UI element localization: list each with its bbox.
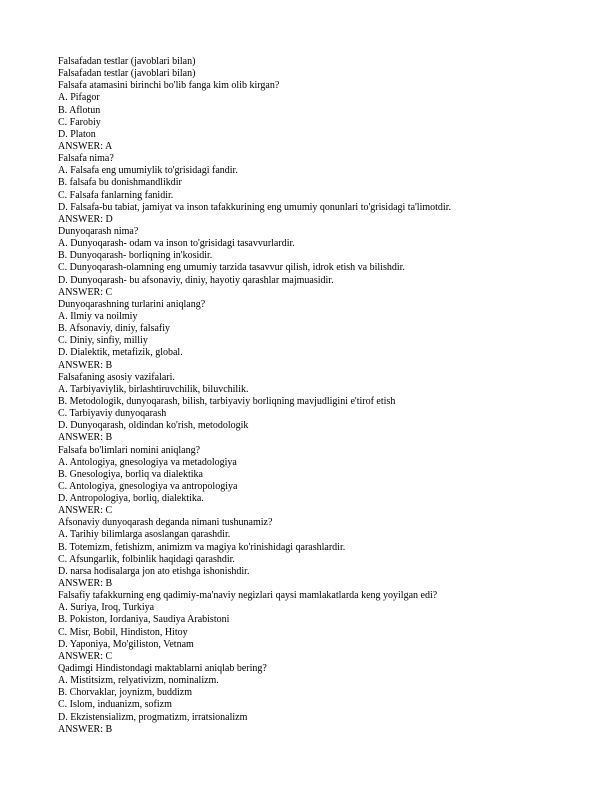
question-line: Falsafaning asosiy vazifalari. bbox=[58, 371, 175, 383]
answer-line: ANSWER: B bbox=[58, 432, 113, 444]
option-line: C. Misr, Bobil, Hindiston, Hitoy bbox=[58, 626, 188, 638]
option-line: C. Tarbiyaviy dunyoqarash bbox=[58, 408, 167, 420]
option-line: D. Dunyoqarash, oldindan ko'rish, metodologik bbox=[58, 420, 249, 432]
option-line: A. Dunyoqarash- odam va inson to'grisidagi tasavvurlardir. bbox=[58, 238, 295, 250]
question-line: Dunyoqarashning turlarini aniqlang? bbox=[58, 298, 206, 310]
answer-line: ANSWER: C bbox=[58, 650, 113, 662]
option-line: C. Falsafa fanlarning fanidir. bbox=[58, 189, 174, 201]
option-line: B. Gnesologiya, borliq va dialektika bbox=[58, 468, 203, 480]
option-line: A. Mistitsizm, relyativizm, nominalizm. bbox=[58, 675, 219, 687]
option-line: C. Islom, induanizm, sofizm bbox=[58, 699, 172, 711]
option-line: A. Pifagor bbox=[58, 92, 100, 104]
answer-line: ANSWER: D bbox=[58, 213, 113, 225]
option-line: D. Falsafa-bu tabiat, jamiyat va inson tafakkurining eng umumiy qonunlari to'grisidagi ta'limotdir. bbox=[58, 201, 451, 213]
document-text bbox=[58, 56, 578, 736]
answer-line: ANSWER: B bbox=[58, 359, 113, 371]
option-line: A. Ilmiy va noilmiy bbox=[58, 310, 138, 322]
option-line: A. Tarihiy bilimlarga asoslangan qarashdir. bbox=[58, 529, 231, 541]
option-line: B. Chorvaklar, joynizm, buddizm bbox=[58, 687, 193, 699]
option-line: C. Diniy, sinfiy, milliy bbox=[58, 335, 148, 347]
option-line: B. Dunyoqarash- borliqning in'kosidir. bbox=[58, 250, 213, 262]
option-line: C. Farobiy bbox=[58, 116, 101, 128]
document-title: Falsafadan testlar (javoblari bilan) bbox=[58, 68, 196, 80]
question-line: Dunyoqarash nima? bbox=[58, 225, 139, 237]
answer-line: ANSWER: A bbox=[58, 140, 113, 152]
question-line: Falsafa atamasini birinchi bo'lib fanga kim olib kirgan? bbox=[58, 80, 280, 92]
question-line: Falsafiy tafakkurning eng qadimiy-ma'naviy negizlari qaysi mamlakatlarda keng yoyilgan edi? bbox=[58, 590, 438, 602]
option-line: B. Pokiston, Iordaniya, Saudiya Arabistoni bbox=[58, 614, 230, 626]
question-line: Qadimgi Hindistondagi maktablarni aniqlab bering? bbox=[58, 663, 267, 675]
option-line: D. Antropologiya, borliq, dialektika. bbox=[58, 493, 204, 505]
option-line: B. Aflotun bbox=[58, 104, 101, 116]
option-line: B. Afsonaviy, diniy, falsafiy bbox=[58, 323, 171, 335]
option-line: D. Dunyoqarash- bu afsonaviy, diniy, hayotiy qarashlar majmuasidir. bbox=[58, 274, 334, 286]
question-line: Falsafa nima? bbox=[58, 153, 114, 165]
answer-line: ANSWER: B bbox=[58, 723, 113, 735]
option-line: C. Dunyoqarash-olamning eng umumiy tarzida tasavvur qilish, idrok etish va bilishdir. bbox=[58, 262, 405, 274]
option-line: C. Antologiya, gnesologiya va antropologiya bbox=[58, 480, 238, 492]
answer-line: ANSWER: C bbox=[58, 286, 113, 298]
option-line: D. Ekzistensializm, progmatizm, irratsionalizm bbox=[58, 711, 248, 723]
option-line: A. Suriya, Iroq, Turkiya bbox=[58, 602, 155, 614]
document-title: Falsafadan testlar (javoblari bilan) bbox=[58, 56, 196, 67]
option-line: A. Tarbiyaviylik, birlashtiruvchilik, biluvchilik. bbox=[58, 383, 249, 395]
option-line: A. Falsafa eng umumiylik to'grisidagi fandir. bbox=[58, 165, 238, 177]
option-line: B. Metodologik, dunyoqarash, bilish, tarbiyaviy borliqning mavjudligini e'tirof etish bbox=[58, 395, 396, 407]
question-line: Falsafa bo'limlari nomini aniqlang? bbox=[58, 444, 201, 456]
question-line: Afsonaviy dunyoqarash deganda nimani tushunamiz? bbox=[58, 517, 273, 529]
option-line: D. Yaponiya, Mo'giliston, Vetnam bbox=[58, 638, 194, 650]
answer-line: ANSWER: C bbox=[58, 505, 113, 517]
option-line: A. Antologiya, gnesologiya va metadologiya bbox=[58, 456, 237, 468]
answer-line: ANSWER: B bbox=[58, 578, 113, 590]
option-line: B. falsafa bu donishmandlikdir bbox=[58, 177, 182, 189]
option-line: D. Dialektik, metafizik, global. bbox=[58, 347, 183, 359]
option-line: C. Afsungarlik, folbinlik haqidagi qarashdir. bbox=[58, 553, 235, 565]
option-line: B. Totemizm, fetishizm, animizm va magiya ko'rinishidagi qarashlardir. bbox=[58, 541, 346, 553]
option-line: D. narsa hodisalarga jon ato etishga ishonishdir. bbox=[58, 565, 250, 577]
option-line: D. Platon bbox=[58, 128, 96, 140]
